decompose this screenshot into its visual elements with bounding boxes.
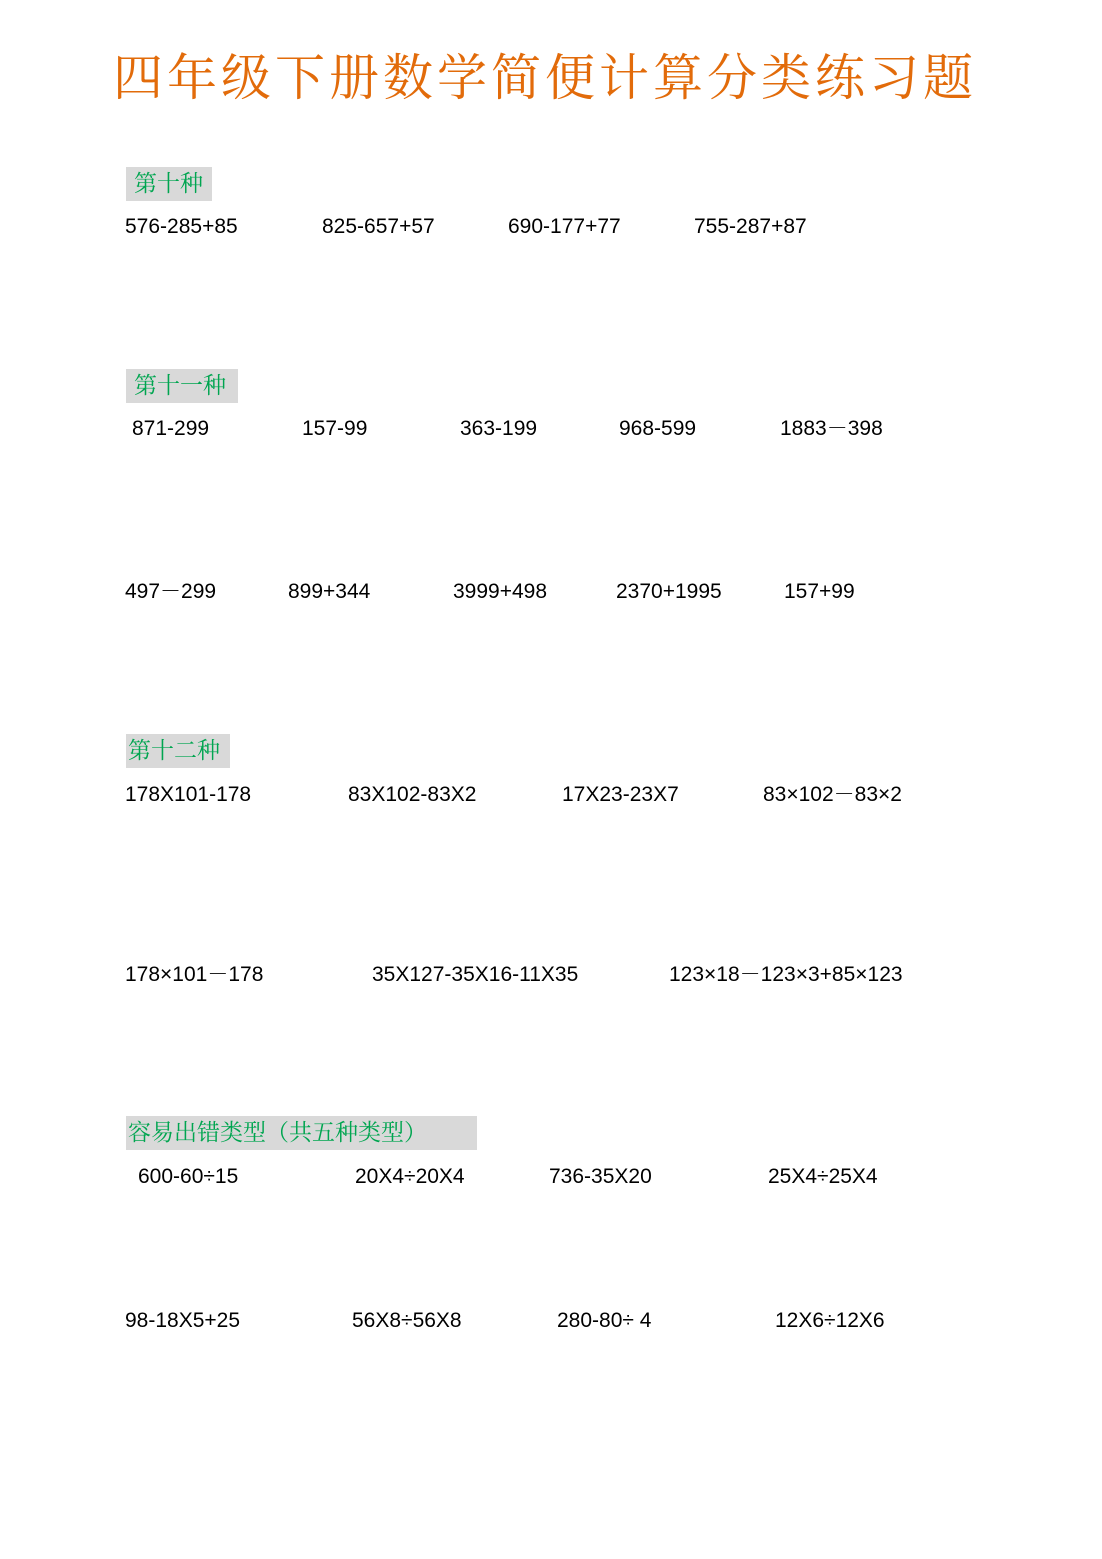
problem: 736-35X20 bbox=[549, 1165, 652, 1188]
problem: 755-287+87 bbox=[694, 215, 807, 238]
problem: 280-80÷ 4 bbox=[557, 1309, 652, 1332]
problem: 2370+1995 bbox=[616, 580, 722, 603]
problem: 20X4÷20X4 bbox=[355, 1165, 465, 1188]
problem: 56X8÷56X8 bbox=[352, 1309, 462, 1332]
problem: 157+99 bbox=[784, 580, 855, 603]
problem: 363-199 bbox=[460, 417, 538, 440]
problem: 825-657+57 bbox=[322, 215, 435, 238]
problem: 899+344 bbox=[288, 580, 371, 603]
problem: 1883－398 bbox=[780, 417, 883, 440]
problem: 600-60÷15 bbox=[138, 1165, 239, 1188]
problem: 35X127-35X16-11X35 bbox=[372, 963, 579, 986]
problem: 968-599 bbox=[619, 417, 697, 440]
section-heading-10: 第十种 bbox=[126, 167, 212, 201]
problem: 83X102-83X2 bbox=[348, 783, 477, 806]
problem: 123×18－123×3+85×123 bbox=[669, 963, 903, 986]
problem: 98-18X5+25 bbox=[125, 1309, 241, 1332]
problem: 497－299 bbox=[125, 580, 217, 603]
problem: 178×101－178 bbox=[125, 963, 264, 986]
section-heading-12: 第十二种 bbox=[126, 734, 230, 768]
problem: 83×102－83×2 bbox=[763, 783, 902, 806]
problem: 25X4÷25X4 bbox=[768, 1165, 878, 1188]
problem: 576-285+85 bbox=[125, 215, 238, 238]
problem: 178X101-178 bbox=[125, 783, 252, 806]
problem: 3999+498 bbox=[453, 580, 548, 603]
problem: 690-177+77 bbox=[508, 215, 621, 238]
problem: 17X23-23X7 bbox=[562, 783, 679, 806]
section-heading-error-types: 容易出错类型（共五种类型） bbox=[126, 1116, 477, 1150]
problem: 12X6÷12X6 bbox=[775, 1309, 885, 1332]
page-title: 四年级下册数学简便计算分类练习题 bbox=[113, 49, 977, 107]
section-heading-11: 第十一种 bbox=[126, 369, 238, 403]
problem: 157-99 bbox=[302, 417, 368, 440]
problem: 871-299 bbox=[132, 417, 210, 440]
